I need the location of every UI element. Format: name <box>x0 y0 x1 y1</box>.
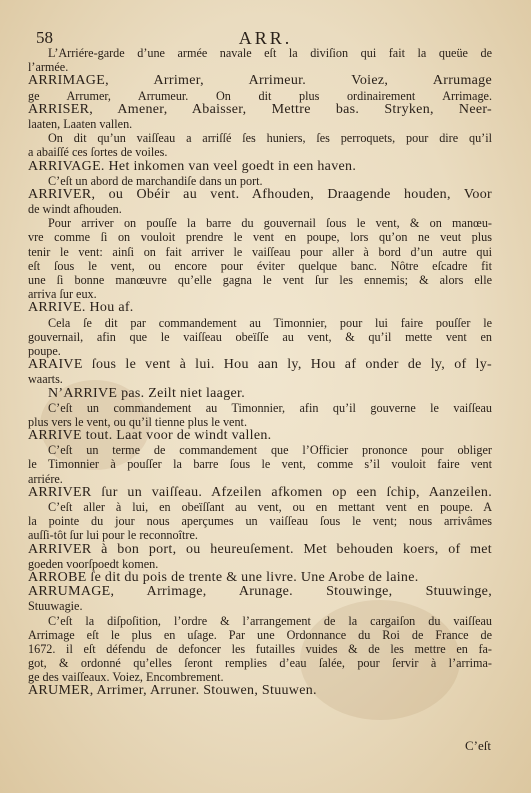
text-line: arriva ſur eux. <box>28 287 97 302</box>
text-line: On dit qu’un vaiſſeau a arriſſé ſes huniers, ſes perroquets, pour dire qu’il <box>48 131 492 146</box>
text-line: ARRIVER, ou Obéir au vent. Afhouden, Draagende houden, Voor <box>28 187 492 202</box>
text-block <box>28 46 492 699</box>
text-line: Stuuwagie. <box>28 599 83 614</box>
text-line: gouvernail, afin que le vaiſſeau obeïſſe au vent, & qu’il mette vent en <box>28 329 492 344</box>
text-line: ARRISER, Amener, Abaisser, Mettre bas. Stryken, Neer- <box>28 102 492 117</box>
text-line: laaten, Laaten vallen. <box>28 116 133 131</box>
text-line: ARRUMAGE, Arrimage, Arunage. Stouwinge, Stuuwinge, <box>28 585 492 600</box>
text-line: une ſi bonne manœuvre qu’elle gagna le vent ſur les ennemis; & alors elle <box>28 273 492 287</box>
text-line: ARRIVE. Hou af. <box>28 301 134 316</box>
running-head: ARR. <box>238 28 293 48</box>
text-line: ARRIVE tout. Laat voor de windt vallen. <box>28 429 272 444</box>
text-line: plus vers le vent, ou qu’il tienne plus le vent. <box>28 414 247 429</box>
text-line: auſſi-tôt ſur lui pour le reconnoître. <box>28 528 198 543</box>
text-line: ARRIVER à bon port, ou heureuſement. Met behouden koers, of met <box>28 542 492 557</box>
text-line: Cela ſe dit par commandement au Timonnier, pour lui faire pouſſer le <box>48 315 492 330</box>
page-header <box>0 28 531 48</box>
text-line: de windt afhouden. <box>28 202 122 217</box>
text-line: C’eſt la diſpoſition, l’ordre & l’arrangement de la cargaiſon du vaiſſeau <box>48 613 492 628</box>
text-line: ARUMER, Arrimer, Arruner. Stouwen, Stuuwen. <box>28 684 317 699</box>
text-line: vre comme ſi on vouloit prendre le vent en poupe, lors qu’on ne veut plus <box>28 230 492 245</box>
text-line: Pour arriver on pouſſe la barre du gouvernail ſous le vent, & on manœu- <box>48 216 492 231</box>
text-line: ARRIVAGE. Het inkomen van veel goedt in een haven. <box>28 159 357 174</box>
text-line: ARROBE ſe dit du pois de trente & une livre. Une Arobe de laine. <box>28 570 419 585</box>
text-line: L’Arriére-garde d’une armée navale eſt la diviſion qui fait la queüe de <box>48 46 492 60</box>
text-line: C’eſt un abord de marchandiſe dans un port. <box>48 173 263 188</box>
text-line: waarts. <box>28 372 63 387</box>
text-line: ARRIMAGE, Arrimer, Arrimeur. Voiez, Arrumage <box>28 74 492 89</box>
text-line: l’armée. <box>28 60 69 75</box>
text-line: le Timonnier à pouſſer la barre ſous le vent, comme s’il vouloit faire vent <box>28 457 492 472</box>
text-line: Arrimage eſt le plus en uſage. Par une Ordonnance du Roi de France de <box>28 627 492 642</box>
text-line: eſt ſous le vent, ou encore pour éviter quelque banc. Nôtre eſcadre fit <box>28 258 492 273</box>
text-line: got, & ordonné qu’elles ſeront remplies d’eau ſalée, pour ſervir à l’arrima- <box>28 656 492 671</box>
text-line: la pointe du jour nous aperçumes un vaiſſeau ſous le vent; nous arrivâmes <box>28 514 492 529</box>
text-line: arriére. <box>28 471 63 486</box>
text-line: 1672. il eſt défendu de defoncer les futailles vuides & de les mettre en fa- <box>28 641 492 656</box>
text-line: ARAIVE ſous le vent à lui. Hou aan ly, Hou af onder de ly, of ly- <box>28 358 492 373</box>
page-number: 58 <box>36 28 53 47</box>
text-line: N’ARRIVE pas. Zeilt niet laager. <box>48 386 245 401</box>
text-line: goeden voorſpoedt komen. <box>28 556 159 571</box>
catchword: C’eſt <box>465 738 491 753</box>
text-line: poupe. <box>28 343 61 358</box>
text-line: ge Arrumer, Arrumeur. On dit plus ordinairement Arrimage. <box>28 88 492 103</box>
text-line: C’eſt un commandement au Timonnier, afin qu’il gouverne le vaiſſeau <box>48 400 492 415</box>
text-line: a abaiſſé ces ſortes de voiles. <box>28 145 168 160</box>
text-line: C’eſt un terme de commandement que l’Officier prononce pour obliger <box>48 443 492 458</box>
text-line: C’eſt aller à lui, en obeïſſant au vent, ou en mettant vent en poupe. A <box>48 500 492 514</box>
text-line: tenir le vent: ainſi on fait arriver le vaiſſeau pour aller à bord d’un autre qui <box>28 244 492 259</box>
text-line: ge des vaiſſeaux. Voiez, Encombrement. <box>28 670 224 685</box>
text-line: ARRIVER ſur un vaiſſeau. Afzeilen afkomen op een ſchip, Aanzeilen. <box>28 485 492 500</box>
